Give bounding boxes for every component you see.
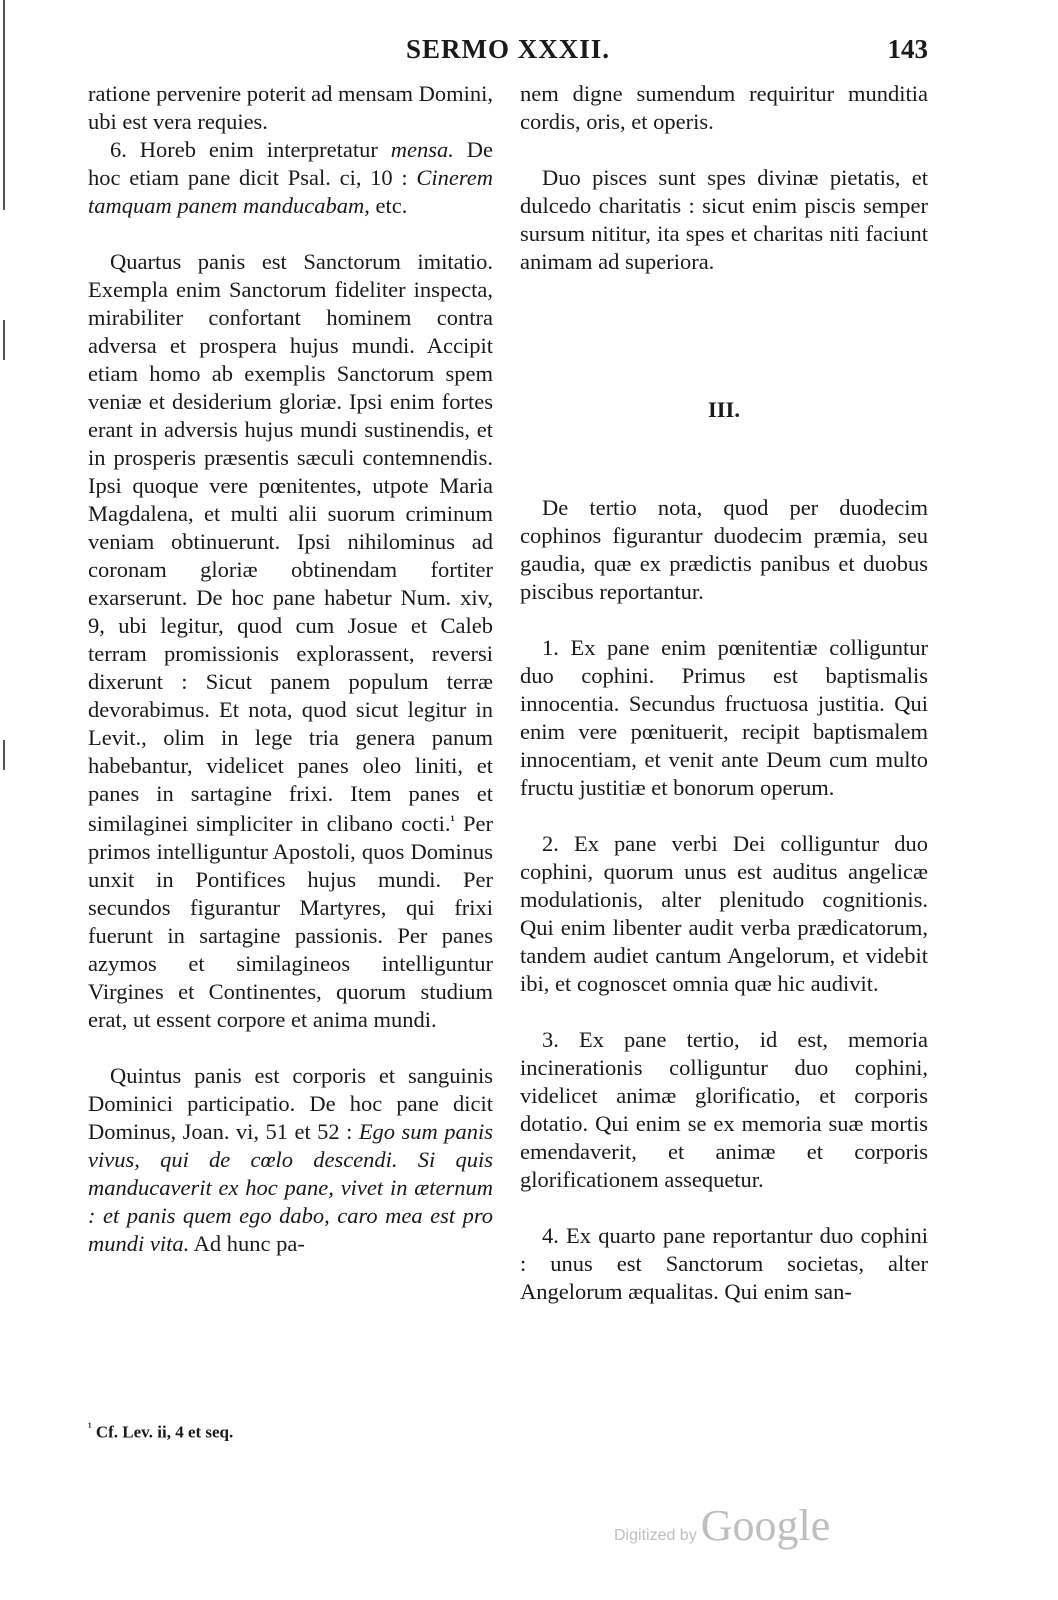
italic-word: mensa. xyxy=(390,137,454,162)
footnote-ref: ¹ xyxy=(450,814,455,829)
paragraph: De tertio nota, quod per duodecim cophinos figurantur duodecim præmia, seu gaudia, quæ ex prædictis panibus et duobus piscibus reportantur. xyxy=(520,495,928,604)
paragraph: ratione pervenire poterit ad mensam Domini, ubi est vera requies. xyxy=(88,81,493,134)
paragraph: Quintus panis est corporis et sanguinis Dominici participatio. De hoc pane dicit Dominus, Joan. vi, 51 et 52 : Ego sum panis vivus, qui de cœlo descendi. Si quis manducaverit ex hoc pane, vivet in æternum : et panis quem ego dabo, caro mea est pro mundi vita. Ad hunc pa- xyxy=(88,1063,493,1256)
footnote-mark: ¹ xyxy=(88,1420,92,1434)
paragraph: 2. Ex pane verbi Dei colliguntur duo cophini, quorum unus est auditus angelicæ modulationis, alter plenitudo cognitionis. Qui enim libenter audit verba prædicatorum, tandem audiet cantum Angelorum, et videbit ibi, et cognoscet omnia quæ hic audivit. xyxy=(520,831,928,996)
left-column xyxy=(88,80,493,1258)
google-logo: Google xyxy=(700,1501,831,1550)
section-heading: III. xyxy=(708,397,740,422)
paragraph: 1. Ex pane enim pœnitentiæ colliguntur duo cophini. Primus est baptismalis innocentia. Secundus fructuosa justitia. Qui enim vere pœnituerit, recipit baptismalem innocentiam, et venit ante Deum cum multo fructu justitiæ et bonorum operum. xyxy=(520,635,928,800)
page-header xyxy=(88,34,928,70)
paragraph: 4. Ex quarto pane reportantur duo cophini : unus est Sanctorum societas, alter Angelorum æqualitas. Qui enim san- xyxy=(520,1223,928,1304)
paragraph: Quartus panis est Sanctorum imitatio. Exempla enim Sanctorum fideliter inspecta, mirabiliter confortant hominem contra adversa et prospera hujus mundi. Accipit etiam homo ab exemplis Sanctorum spem veniæ et desiderium gloriæ. Ipsi enim fortes erant in adversis hujus mundi sustinendis, et in prosperis præsentis sæculi contemnendis. Ipsi quoque vere pœnitentes, utpote Maria Magdalena, et multi alii suorum criminum veniam obtinuerunt. Ipsi nihilominus ad coronam gloriæ obtinendam fortiter exarserunt. De hoc pane habetur Num. xiv, 9, ubi legitur, quod cum Josue et Caleb terram promissionis explorassent, reversi dixerunt : Sicut panem populum terræ devorabimus. Et nota, quod sicut legitur in Levit., olim in lege tria genera panum habebantur, videlicet panes oleo liniti, et panes in sartagine frixi. Item panes et similaginei simpliciter in clibano cocti.$^{^1}$ Per primos intelliguntur Apostoli, quos Dominus unxit in Pontifices hujus mundi. Per secundos figurantur Martyres, qui frixi fuerunt in sartagine passionis. Per panes azymos et similagineos intelliguntur Virgines et Continentes, quorum studium erat, ut essent corpore et anima mundi. xyxy=(88,249,493,1032)
paragraph: Duo pisces sunt spes divinæ pietatis, et dulcedo charitatis : sicut enim piscis semper sursum nititur, ita spes et charitas niti faciunt animam ad superiora. xyxy=(520,165,928,274)
footnote xyxy=(88,1420,233,1443)
right-column xyxy=(520,80,928,1306)
page-number: 143 xyxy=(887,34,928,64)
footnote-text: Cf. Lev. ii, 4 et seq. xyxy=(91,1422,234,1442)
paragraph: nem digne sumendum requiritur munditia cordis, oris, et operis. xyxy=(520,81,928,134)
paragraph: 3. Ex pane tertio, id est, memoria incinerationis colliguntur duo cophini, videlicet animæ glorificatio, et corporis dotatio. Qui enim se ex memoria suæ mortis emendaverit, et animæ et corporis glorificationem assequetur. xyxy=(520,1027,928,1192)
watermark-small-text: Digitized by xyxy=(614,1527,697,1544)
running-title: SERMO XXXII. xyxy=(405,34,611,64)
scripture-quote: Ego sum panis vivus, qui de cœlo descendi. Si quis manducaverit ex hoc pane, vivet in æternum : et panis quem ego dabo, caro mea est pro mundi vita. xyxy=(88,1119,493,1256)
scan-edge-marks xyxy=(0,0,12,1600)
paragraph: 6. Horeb enim interpretatur mensa. De hoc etiam pane dicit Psal. ci, 10 : Cinerem tamquam panem manducabam, etc. xyxy=(88,137,493,218)
digitized-watermark xyxy=(614,1500,830,1551)
scripture-quote: Cinerem tamquam panem manducabam, xyxy=(88,165,493,218)
